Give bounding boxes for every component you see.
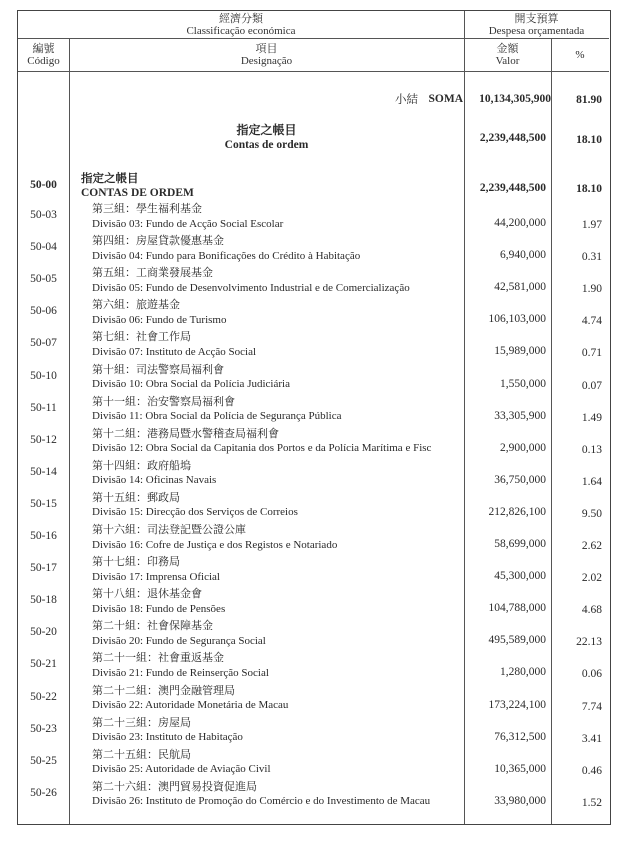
row-designation [92,650,464,681]
subtotal-label-pt: SOMA [428,93,463,105]
row-code: 50-04 [30,241,57,254]
row-designation-pt: Divisão 17: Imprensa Oficial [92,570,220,583]
row-pct: 0.46 [581,764,602,777]
table-row [18,394,612,426]
row-designation-pt: Divisão 23: Instituto de Habitação [92,731,243,744]
row-designation [92,586,464,617]
row-code: 50-03 [30,209,57,221]
row-pct: 1.97 [581,219,602,231]
row-designation-zh: 第十七組：印務局 [92,555,180,569]
value-pt: Valor [495,55,520,67]
row-designation-zh: 第十四組：政府船塢 [92,458,191,472]
group-title [81,171,461,201]
row-designation [92,458,464,489]
value-zh: 金額 [496,42,519,55]
header-bottom-line [18,71,609,72]
row-designation-pt: Divisão 07: Instituto de Acção Social [92,345,257,358]
row-designation [92,554,464,585]
row-designation-zh: 第十二組：港務局暨水警稽查局福利會 [92,426,279,440]
row-designation [92,683,464,714]
row-designation [92,522,464,553]
section-pct: 18.10 [576,134,602,146]
row-pct: 3.41 [581,732,602,745]
row-designation-zh: 第五組：工商業發展基金 [92,266,213,280]
row-designation [92,297,464,328]
row-value: 58,699,000 [494,538,546,550]
row-value: 76,312,500 [494,730,546,743]
row-designation-zh: 第十組：司法警察局福利會 [92,362,224,376]
row-value: 6,940,000 [500,249,546,262]
row-designation-zh: 第六組：旅遊基金 [92,298,180,312]
row-designation-pt: Divisão 05: Fundo de Desenvolvimento Industrial e de Comercialização [92,281,410,294]
row-code: 50-25 [30,754,57,767]
row-value: 33,305,900 [494,409,546,422]
table-row [18,201,612,233]
budget-header [464,12,609,38]
row-designation-pt: Divisão 15: Direcção dos Serviços de Correios [92,506,298,519]
row-pct: 2.02 [581,572,602,585]
row-value: 45,300,000 [494,570,546,583]
row-designation [92,779,464,810]
row-code: 50-14 [30,465,57,478]
header-divider [18,38,609,39]
row-code: 50-15 [30,497,57,510]
row-designation-zh: 第七組：社會工作局 [92,330,191,344]
row-designation-zh: 第十一組：治安警察局福利會 [92,394,235,408]
table-row [18,329,612,361]
row-designation-zh: 第十八組：退休基金會 [92,587,202,601]
row-pct: 2.62 [581,540,602,552]
group-value: 2,239,448,500 [479,182,546,194]
row-value: 1,550,000 [500,377,546,390]
table-row [18,554,612,586]
subtotal-value: 10,134,305,900 [479,93,551,105]
row-code: 50-11 [30,401,57,414]
group-title-pt: CONTAS DE ORDEM [81,187,194,199]
row-designation-zh: 第四組：房屋貸款優惠基金 [92,234,224,248]
table-row [18,747,612,779]
section-value: 2,239,448,500 [479,132,546,144]
row-value: 33,980,000 [494,794,546,807]
row-designation-pt: Divisão 16: Cofre de Justiça e dos Registos e Notariado [92,538,338,551]
table-row [18,233,612,265]
table-row [18,362,612,394]
row-designation-pt: Divisão 10: Obra Social da Polícia Judiciária [92,378,290,390]
row-designation-pt: Divisão 11: Obra Social da Polícia de Segurança Pública [92,410,342,423]
row-value: 495,589,000 [488,634,546,647]
row-designation [92,715,464,746]
row-designation-zh: 第二十一組：社會重返基金 [92,651,224,665]
row-designation [92,394,464,425]
row-designation-pt: Divisão 03: Fundo de Acção Social Escolar [92,217,284,230]
row-designation-zh: 第三組：學生福利基金 [92,202,202,215]
row-pct: 1.49 [581,411,602,424]
row-code: 50-05 [30,273,57,286]
row-pct: 9.50 [581,507,602,520]
classification-pt: Classificação económica [186,25,296,37]
row-pct: 22.13 [576,636,602,649]
row-value: 44,200,000 [494,217,546,229]
group-title-zh: 指定之帳目 [81,171,139,185]
subtotal-pct: 81.90 [576,94,602,106]
row-pct: 0.31 [581,251,602,264]
row-value: 1,280,000 [500,666,546,679]
item-pt: Designação [240,55,293,67]
row-designation-pt: Divisão 18: Fundo de Pensões [92,602,226,615]
row-designation [92,426,464,457]
table-row [18,715,612,747]
table-row [18,650,612,682]
row-pct: 0.06 [581,668,602,681]
table-row [18,490,612,522]
row-code: 50-10 [30,369,57,382]
value-header [464,42,551,68]
budget-table [17,10,611,825]
row-designation [92,233,464,264]
row-value: 42,581,000 [494,281,546,294]
row-code: 50-07 [30,337,57,350]
row-code: 50-12 [30,433,57,446]
row-pct: 0.13 [581,443,602,456]
row-designation-zh: 第二十六組：澳門貿易投資促進局 [92,779,257,793]
row-designation-zh: 第二十組：社會保障基金 [92,619,213,633]
row-value: 104,788,000 [488,602,546,615]
row-pct: 0.71 [581,347,602,360]
section-title [69,123,464,153]
table-row [18,265,612,297]
row-pct: 7.74 [581,700,602,713]
table-row [18,618,612,650]
row-designation-pt: Divisão 25: Autoridade de Aviação Civil [92,763,271,776]
row-pct: 1.90 [581,283,602,296]
row-value: 36,750,000 [494,473,546,486]
row-pct: 1.64 [581,475,602,488]
group-code: 50-00 [30,179,57,191]
row-designation [92,618,464,649]
row-pct: 1.52 [581,796,602,809]
table-row [18,458,612,490]
row-code: 50-21 [30,658,57,671]
classification-zh: 經濟分類 [219,12,263,25]
row-designation [92,490,464,521]
row-designation-pt: Divisão 04: Fundo para Bonificações do Crédito à Habitação [92,249,361,262]
row-designation [92,201,464,232]
code-header [18,42,69,68]
row-code: 50-23 [30,722,57,735]
table-row [18,586,612,618]
table-row [18,297,612,329]
row-value: 212,826,100 [488,505,546,518]
row-designation [92,362,464,393]
section-title-zh: 指定之帳目 [236,123,297,137]
row-designation [92,265,464,296]
row-code: 50-22 [30,690,57,703]
row-designation-pt: Divisão 12: Obra Social da Capitania dos Portos e da Polícia Marítima e Fisc [92,442,432,455]
row-designation-zh: 第二十五組：民航局 [92,747,191,761]
row-code: 50-16 [30,530,57,542]
row-value: 106,103,000 [488,313,546,326]
row-code: 50-17 [30,562,57,575]
row-designation-pt: Divisão 14: Oficinas Navais [92,474,217,487]
subtotal-label-zh: 小結 [395,92,418,106]
row-designation [92,747,464,778]
row-code: 50-18 [30,594,57,607]
row-value: 15,989,000 [494,345,546,358]
row-designation-pt: Divisão 06: Fundo de Turismo [92,313,227,326]
row-value: 173,224,100 [488,698,546,711]
row-designation-zh: 第十五組：郵政局 [92,490,180,504]
row-designation-zh: 第二十二組：澳門金融管理局 [92,683,235,697]
table-row [18,779,612,811]
row-designation-pt: Divisão 26: Instituto de Promoção do Comércio e do Investimento de Macau [92,795,431,808]
row-code: 50-26 [30,786,57,799]
code-zh: 編號 [32,42,55,55]
row-pct: 0.07 [581,379,602,392]
group-pct: 18.10 [576,183,602,195]
classification-header [18,12,464,38]
section-title-pt: Contas de ordem [224,139,309,151]
budget-pt: Despesa orçamentada [488,25,585,37]
table-row [18,522,612,554]
row-code: 50-06 [30,305,57,318]
item-zh: 項目 [255,42,278,55]
row-code: 50-20 [30,626,57,639]
row-value: 2,900,000 [500,441,546,454]
pct-header: % [575,49,585,61]
row-designation-pt: Divisão 20: Fundo de Segurança Social [92,634,266,647]
code-pt: Código [27,55,60,67]
row-value: 10,365,000 [494,762,546,775]
row-designation-zh: 第二十三組：房屋局 [92,715,191,729]
row-pct: 4.74 [581,315,602,328]
table-row [18,426,612,458]
row-designation-pt: Divisão 22: Autoridade Monetária de Macau [92,699,289,711]
row-designation-zh: 第十六組：司法登記暨公證公庫 [92,523,246,536]
row-designation [92,329,464,360]
table-row [18,683,612,715]
budget-zh: 開支預算 [514,12,559,25]
row-designation-pt: Divisão 21: Fundo de Reinserção Social [92,666,269,679]
row-pct: 4.68 [581,604,602,617]
item-header [69,42,464,68]
